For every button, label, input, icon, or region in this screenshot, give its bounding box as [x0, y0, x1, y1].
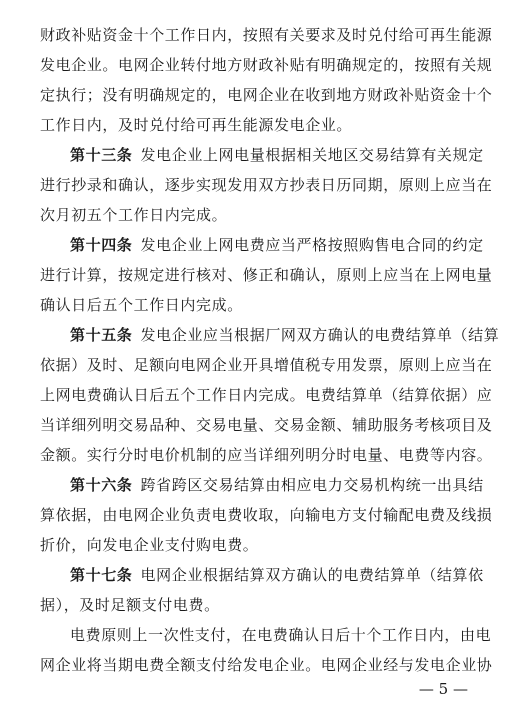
line-text: 上网电费确认日后五个工作日内完成。电费结算单（结算依据）应 — [40, 386, 493, 404]
text-line — [40, 650, 493, 680]
text-line — [40, 110, 482, 140]
line-text: 发电企业。电网企业转付地方财政补贴有明确规定的，按照有关规 — [40, 56, 493, 74]
text-line — [40, 530, 482, 560]
text-line — [40, 20, 493, 50]
text-line — [40, 260, 493, 290]
text-line — [40, 140, 482, 170]
text-line — [40, 470, 482, 500]
article-number: 第十三条 — [70, 146, 133, 164]
text-line — [40, 290, 482, 320]
line-text: 发电企业上网电费应当严格按照购售电合同的约定 — [140, 236, 484, 254]
text-line — [40, 200, 482, 230]
text-line — [40, 380, 493, 410]
line-text: 跨省跨区交易结算由相应电力交易机构统一出具结 — [140, 476, 484, 494]
line-text: 当详细列明交易品种、交易电量、交易金额、辅助服务考核项目及 — [40, 416, 493, 434]
line-text: 进行抄录和确认，逐步实现发用双方抄表日历同期，原则上应当在 — [40, 176, 493, 194]
text-line — [40, 500, 493, 530]
text-line — [40, 410, 493, 440]
line-text: 电费原则上一次性支付，在电费确认日后十个工作日内，由电 — [70, 626, 492, 644]
line-text: 定执行；没有明确规定的，电网企业在收到地方财政补贴资金十个 — [40, 86, 493, 104]
line-text: 折价，向发电企业支付购电费。 — [40, 536, 259, 554]
text-line — [40, 80, 493, 110]
text-line — [40, 170, 493, 200]
line-text: 次月初五个工作日内完成。 — [40, 206, 228, 224]
text-line — [40, 50, 493, 80]
text-line — [40, 350, 493, 380]
text-line — [40, 320, 500, 350]
text-line — [40, 590, 482, 620]
line-text: 发电企业上网电量根据相关地区交易结算有关规定 — [140, 146, 484, 164]
article-number: 第十五条 — [70, 326, 133, 344]
line-text: 发电企业应当根据厂网双方确认的电费结算单（结算 — [140, 326, 500, 344]
text-line — [40, 440, 493, 470]
line-text: 进行计算，按规定进行核对、修正和确认，原则上应当在上网电量 — [40, 266, 493, 284]
line-text: 据），及时足额支付电费。 — [40, 596, 220, 614]
line-text: 网企业将当期电费全额支付给发电企业。电网企业经与发电企业协 — [40, 656, 493, 674]
text-line — [40, 620, 492, 650]
article-number: 第十七条 — [70, 566, 133, 584]
text-line — [40, 230, 482, 260]
line-text: 算依据，由电网企业负责电费收取，向输电方支付输配电费及线损 — [40, 506, 493, 524]
article-number: 第十四条 — [70, 236, 133, 254]
article-number: 第十六条 — [70, 476, 133, 494]
text-line — [40, 560, 482, 590]
document-body — [40, 20, 500, 680]
line-text: 财政补贴资金十个工作日内，按照有关要求及时兑付给可再生能源 — [40, 26, 493, 44]
line-text: 工作日内，及时兑付给可再生能源发电企业。 — [40, 116, 353, 134]
line-text: 金额。实行分时电价机制的应当详细列明分时电量、电费等内容。 — [40, 446, 493, 464]
line-text: 确认日后五个工作日内完成。 — [40, 296, 243, 314]
line-text: 电网企业根据结算双方确认的电费结算单（结算依 — [140, 566, 484, 584]
page-number: — 5 — — [418, 680, 468, 698]
line-text: 依据）及时、足额向电网企业开具增值税专用发票，原则上应当在 — [40, 356, 493, 374]
